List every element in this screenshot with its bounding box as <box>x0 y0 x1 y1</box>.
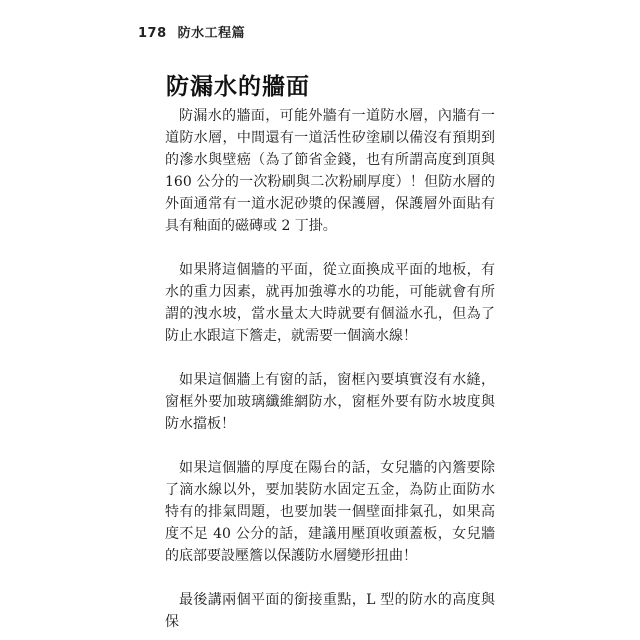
page-number: 178 <box>138 26 167 41</box>
paragraph: 如果這個牆上有窗的話，窗框內要填實沒有水縫，窗框外要加玻璃纖維網防水，窗框外要有防水坡度與防水擋板！ <box>165 372 495 432</box>
section-heading: 防漏水的牆面 <box>166 74 310 100</box>
paragraph: 最後講兩個平面的銜接重點，L 型的防水的高度與保 <box>165 592 495 630</box>
body-text <box>165 105 495 633</box>
paragraph: 如果將這個牆的平面，從立面換成平面的地板，有水的重力因素，就再加強導水的功能，可能就會有所謂的洩水坡，當水量太大時就要有個溢水孔，但為了防止水跟這下簷走，就需要一個滴水線！ <box>165 262 495 344</box>
paragraph: 如果這個牆的厚度在陽台的話，女兒牆的內簷要除了滴水線以外，要加裝防水固定五金，為防止面防水特有的排氣問題，也要加裝一個壁面排氣孔，如果高度不足 40 公分的話，建議用壓頂收頭蓋板，女兒牆的底部要設壓簷以保護防水層變形扭曲！ <box>165 460 495 564</box>
paragraph: 防漏水的牆面，可能外牆有一道防水層，內牆有一道防水層，中間還有一道活性矽塗刷以備沒有預期到的滲水與壁癌（為了節省金錢，也有所謂高度到頂與 160 公分的一次粉刷與二次粉刷厚度）！但防水層的外面通常有一道水泥砂漿的保護層，保護層外面貼有具有釉面的磁磚或 2 丁掛。 <box>165 108 495 234</box>
page-header <box>138 22 245 41</box>
running-title: 防水工程篇 <box>177 26 246 41</box>
